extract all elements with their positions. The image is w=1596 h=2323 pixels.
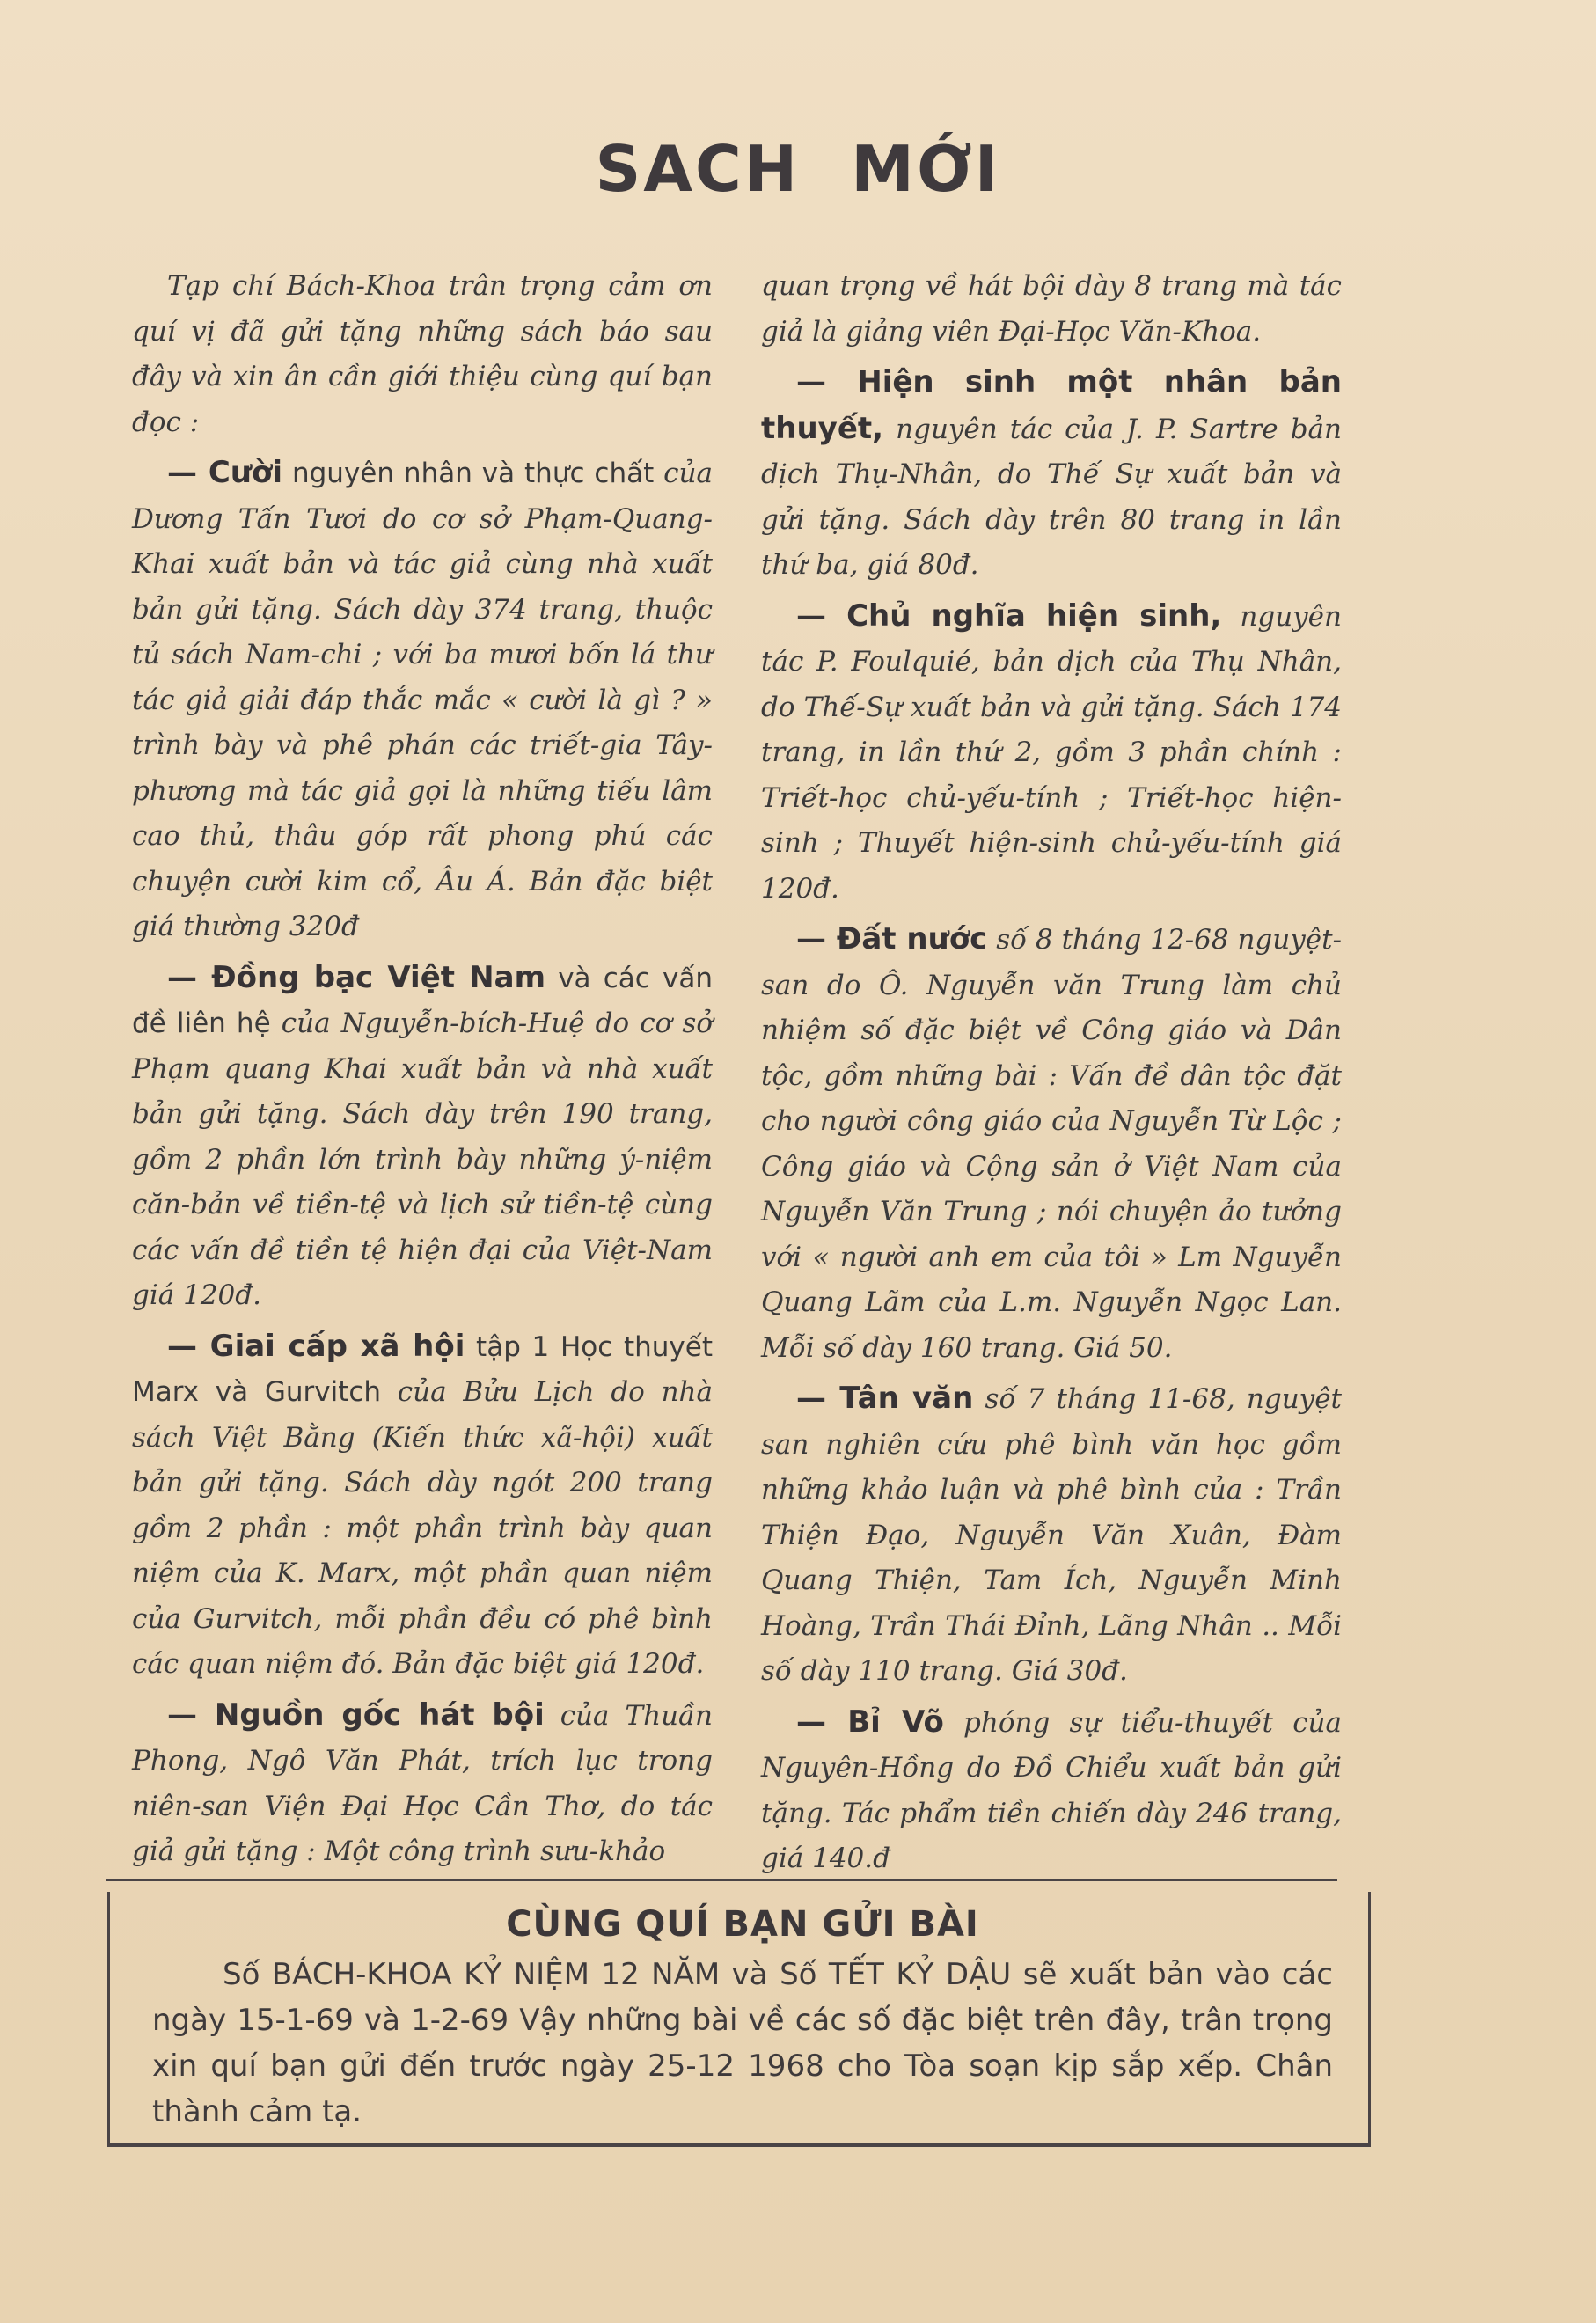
book-description: của Dương Tấn Tươi do cơ sở Phạm-Quang-Khai xuất bản và tác giả cùng nhà xuất bản gửi tặng. Sách dày 374 trang, thuộc tủ sách Nam-chi ; với ba mươi bốn lá thư tác giả giải đáp thắc mắc « cười là gì ? » trình bày và phê phán các triết-gia Tây-phương mà tác giả gọi là những tiếu lâm cao thủ, thâu góp rất phong phú các chuyện cười kim cổ, Âu Á. Bản đặc biệt giá thường 320đ (132, 458, 713, 942)
book-entry-giai-cap (132, 1324, 713, 1688)
notice-title: CÙNG QUÍ BẠN GỬI BÀI (506, 1904, 979, 1945)
book-entry-bi-vo (761, 1700, 1342, 1882)
book-description: phóng sự tiểu-thuyết của Nguyên-Hồng do Đồ Chiểu xuất bản gửi tặng. Tác phẩm tiền chiến dày 246 trang, giá 140.đ (761, 1706, 1342, 1874)
book-description: của Nguyễn-bích-Huệ do cơ sở Phạm quang Khai xuất bản và nhà xuất bản gửi tặng. Sách dày trên 190 trang, gồm 2 phần lớn trình bày những ý-niệm căn-bản về tiền-tệ và lịch sử tiền-tệ cùng các vấn đề tiền tệ hiện đại của Việt-Nam giá 120đ. (132, 1008, 714, 1311)
book-entry-chu-nghia-hien-sinh (761, 594, 1342, 912)
left-column (132, 264, 713, 1880)
book-entry-nguon-goc (132, 1693, 713, 1875)
book-entry-dat-nuoc (761, 917, 1342, 1371)
book-subtitle: tập 1 Học thuyết Marx và Gurvitch (132, 1330, 713, 1408)
page-title: SACH MỚI (595, 132, 1001, 206)
notice-box (107, 1892, 1371, 2147)
book-subtitle: và các vấn đề liên hệ (132, 962, 713, 1039)
intro-paragraph: Tạp chí Bách-Khoa trân trọng cảm ơn quí vị đã gửi tặng những sách báo sau đây và xin ân cần giới thiệu cùng quí bạn đọc : (132, 270, 713, 438)
book-title: — Đồng bạc Việt Nam (167, 959, 546, 995)
book-description: số 7 tháng 11-68, nguyệt san nghiên cứu phê bình văn học gồm những khảo luận và phê bình của : Trần Thiện Đạo, Nguyễn Văn Xuân, Đàm Quang Thiện, Tam Ích, Nguyễn Minh Hoàng, Trần Thái Đỉnh, Lãng Nhân .. Mỗi số dày 110 trang. Giá 30đ. (761, 1383, 1342, 1687)
book-description: của Thuần Phong, Ngô Văn Phát, trích lục trong niên-san Viện Đại Học Cần Thơ, do tác giả gửi tặng : Một công trình sưu-khảo (132, 1699, 713, 1867)
book-title: — Tân văn (796, 1381, 974, 1416)
book-title: — Cười (167, 455, 283, 490)
book-description: của Bửu Lịch do nhà sách Việt Bằng (Kiến thức xã-hội) xuất bản gửi tặng. Sách dày ngót 200 trang gồm 2 phần : một phần trình bày quan niệm của K. Marx, một phần quan niệm của Gurvitch, mỗi phần đều có phê bình các quan niệm đó. Bản đặc biệt giá 120đ. (132, 1376, 713, 1680)
divider-rule (106, 1879, 1337, 1881)
book-title: — Hiện sinh một nhân bản thuyết, (761, 364, 1342, 446)
book-title: — Đất nước (796, 921, 988, 956)
book-title: — Giai cấp xã hội (167, 1328, 465, 1364)
notice-body: Số BÁCH-KHOA KỶ NIỆM 12 NĂM và Số TẾT KỶ DẬU sẽ xuất bản vào các ngày 15-1-69 và 1-2-69 Vậy những bài về các số đặc biệt trên đây, trân trọng xin quí bạn gửi đến trước ngày 25-12 1968 cho Tòa soạn kịp sắp xếp. Chân thành cảm tạ. (152, 1957, 1333, 2129)
continued-text: quan trọng về hát bội dày 8 trang mà tác giả là giảng viên Đại-Học Văn-Khoa. (761, 270, 1342, 348)
right-column (761, 264, 1342, 1887)
book-description: nguyên tác của J. P. Sartre bản dịch Thụ-Nhân, do Thế Sự xuất bản và gửi tặng. Sách dày trên 80 trang in lần thứ ba, giá 80đ. (761, 413, 1342, 581)
book-entry-hien-sinh-nhan-ban (761, 360, 1342, 589)
book-title: — Bỉ Võ (796, 1704, 944, 1740)
book-entry-tan-van (761, 1376, 1342, 1695)
book-entry-cuoi (132, 451, 713, 950)
book-title: — Nguồn gốc hát bội (167, 1696, 545, 1733)
book-subtitle: nguyên nhân và thực chất (282, 458, 655, 489)
book-title: — Chủ nghĩa hiện sinh, (796, 597, 1222, 634)
book-description: số 8 tháng 12-68 nguyệt-san do Ô. Nguyễn văn Trung làm chủ nhiệm số đặc biệt về Công giáo và Dân tộc, gồm những bài : Vấn đề dân tộc đặt cho người công giáo của Nguyễn Từ Lộc ; Công giáo và Cộng sản ở Việt Nam của Nguyễn Văn Trung ; nói chuyện ảo tưởng với « người anh em của tôi » Lm Nguyễn Quang Lãm của L.m. Nguyễn Ngọc Lan. Mỗi số dày 160 trang. Giá 50. (761, 924, 1343, 1364)
book-description: nguyên tác P. Foulquié, bản dịch của Thụ Nhân, do Thế-Sự xuất bản và gửi tặng. Sách 174 trang, in lần thứ 2, gồm 3 phần chính : Triết-học chủ-yếu-tính ; Triết-học hiện-sinh ; Thuyết hiện-sinh chủ-yếu-tính giá 120đ. (761, 600, 1342, 905)
book-entry-dong-bac (132, 956, 713, 1319)
